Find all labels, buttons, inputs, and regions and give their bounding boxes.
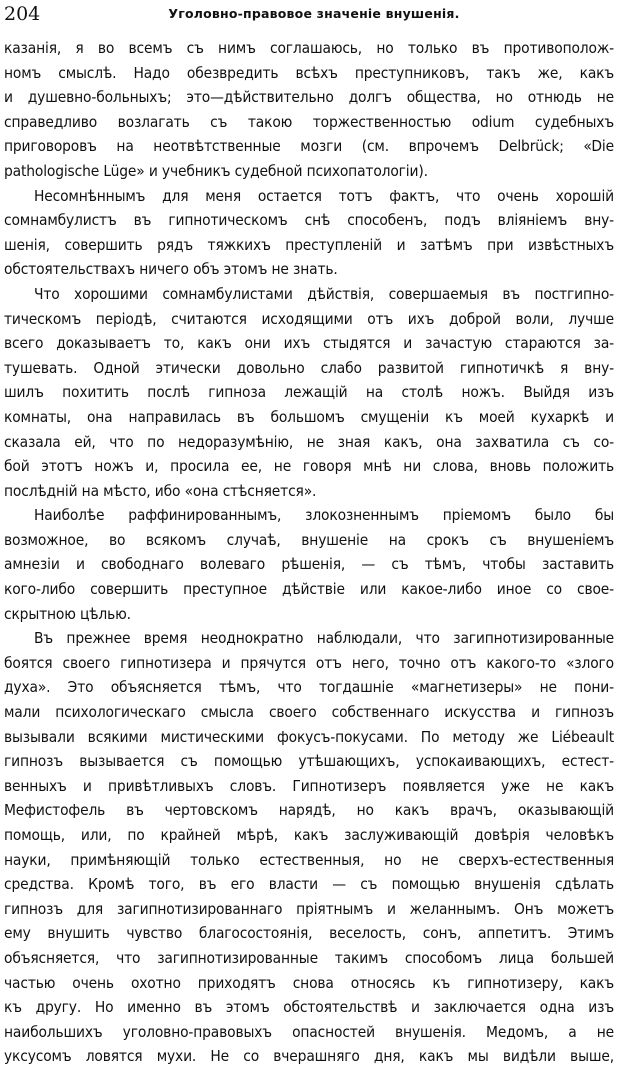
text-line: науки, примѣняющій только естественныя, но не сверхъ-естественныя — [4, 850, 614, 869]
text-line: шенія, совершить рядъ тяжкихъ преступленій и затѣмъ при извѣстныхъ — [4, 235, 614, 254]
text-line: послѣдній на мѣсто, ибо «она стѣсняется». — [4, 481, 317, 500]
text-line: венныхъ и привѣтливыхъ словъ. Гипнотизеръ появляется уже не какъ — [4, 776, 614, 795]
page-header — [4, 2, 616, 26]
text-line: тушевать. Одной этически довольно слабо развитой гипнотичкѣ я вну- — [4, 358, 614, 377]
page-number: 204 — [4, 3, 41, 25]
text-line: сомнамбулистъ въ гипнотическомъ снѣ способенъ, подъ вліяніемъ вну- — [4, 211, 614, 230]
text-line: приговоровъ на неотвѣтственные мозги (см. впрочемъ Delbrück; «Die — [4, 137, 614, 156]
text-line: объясняется, что загипнотизированные такимъ способомъ лица большей — [4, 948, 614, 967]
text-line: мали психологическаго смысла своего собственнаго искусства и гипнозъ — [4, 703, 614, 722]
text-line: Въ прежнее время неоднократно наблюдали, что загипнотизированные — [34, 629, 614, 648]
text-line: Наиболѣе раффинированнымъ, злокозненнымъ пріемомъ было бы — [34, 506, 614, 525]
text-line: уксусомъ ловятся мухи. Не со вчерашняго дня, какъ мы видѣли выше, — [4, 1047, 614, 1066]
page-body — [4, 36, 614, 1069]
text-line: боятся своего гипнотизера и прячутся отъ него, точно отъ какого-то «злого — [4, 653, 614, 672]
text-line: кого-либо совершить преступное дѣйствіе или какое-либо иное со свое- — [4, 580, 614, 599]
text-line: гипнозъ вызывается съ помощью утѣшающихъ, успокаивающихъ, естест- — [4, 752, 614, 771]
text-line: комнаты, она направилась въ большомъ смущеніи къ моей кухаркѣ и — [4, 407, 614, 426]
text-line: обстоятельствахъ ничего объ этомъ не знать. — [4, 260, 338, 279]
text-line: духа». Это объясняется тѣмъ, что тогдашніе «магнетизеры» не пони- — [4, 678, 614, 697]
text-line: бой этотъ ножъ и, просила ее, не говоря мнѣ ни слова, вновь положить — [4, 457, 614, 476]
text-line: возможное, во всякомъ случаѣ, внушеніе на срокъ съ внушеніемъ — [4, 530, 614, 549]
text-line: тическомъ періодѣ, считаются исходящими отъ ихъ доброй воли, лучше — [4, 309, 614, 328]
text-line: справедливо возлагать съ такою торжественностью odium судебныхъ — [4, 112, 614, 131]
text-line: и душевно-больныхъ; это—дѣйствительно долгъ общества, но отнюдь не — [4, 88, 614, 107]
text-line: сказала ей, что по недоразумѣнію, не зная какъ, она захватила съ со- — [4, 432, 614, 451]
text-line: ему внушить чувство благосостоянія, веселость, сонъ, аппетитъ. Этимъ — [4, 924, 614, 943]
text-line: къ другу. Но именно въ этомъ обстоятельствѣ и заключается одна изъ — [4, 998, 614, 1017]
text-line: номъ смыслѣ. Надо обезвредить всѣхъ преступниковъ, такъ же, какъ — [4, 63, 614, 82]
text-line: Несомнѣннымъ для меня остается тотъ фактъ, что очень хорошій — [34, 186, 614, 205]
text-line: Что хорошими сомнамбулистами дѣйствія, совершаемыя въ постгипно- — [34, 284, 614, 303]
text-line: казанія, я во всемъ съ нимъ соглашаюсь, но только въ противополож- — [4, 39, 614, 57]
running-title: Уголовно-правовое значеніе внушенія. — [168, 6, 460, 21]
text-line: шилъ похитить послѣ гипноза лежащій на столѣ ножъ. Выйдя изъ — [4, 383, 614, 402]
text-line: помощь, или, по крайней мѣрѣ, какъ заслуживающій довѣрія человѣкъ — [4, 826, 614, 844]
text-line: гипнозъ для загипнотизированнаго пріятнымъ и желаннымъ. Онъ можетъ — [4, 899, 614, 918]
text-line: вызывали всякими мистическими фокусъ-покусами. По методу же Liébeault — [4, 727, 614, 746]
text-line: наибольшихъ уголовно-правовыхъ опасностей внушенія. Медомъ, а не — [4, 1022, 614, 1041]
text-line: всего доказываетъ то, какъ они ихъ стыдятся и зачастую стараются за- — [4, 334, 614, 353]
text-line: средства. Кромѣ того, въ его власти — съ помощью внушенія сдѣлать — [4, 875, 614, 894]
text-line: скрытною цѣлью. — [4, 604, 131, 623]
text-line: частью очень охотно приходятъ снова относясь къ гипнотизеру, какъ — [4, 973, 614, 992]
text-line: Мефистофель въ чертовскомъ нарядѣ, но какъ врачъ, оказывающій — [4, 801, 614, 820]
text-line: pathologische Lüge» и учебникъ судебной психопатологіи). — [4, 161, 428, 180]
text-line: амнезіи и свободнаго волеваго рѣшенія, — съ тѣмъ, чтобы заставить — [4, 555, 614, 574]
